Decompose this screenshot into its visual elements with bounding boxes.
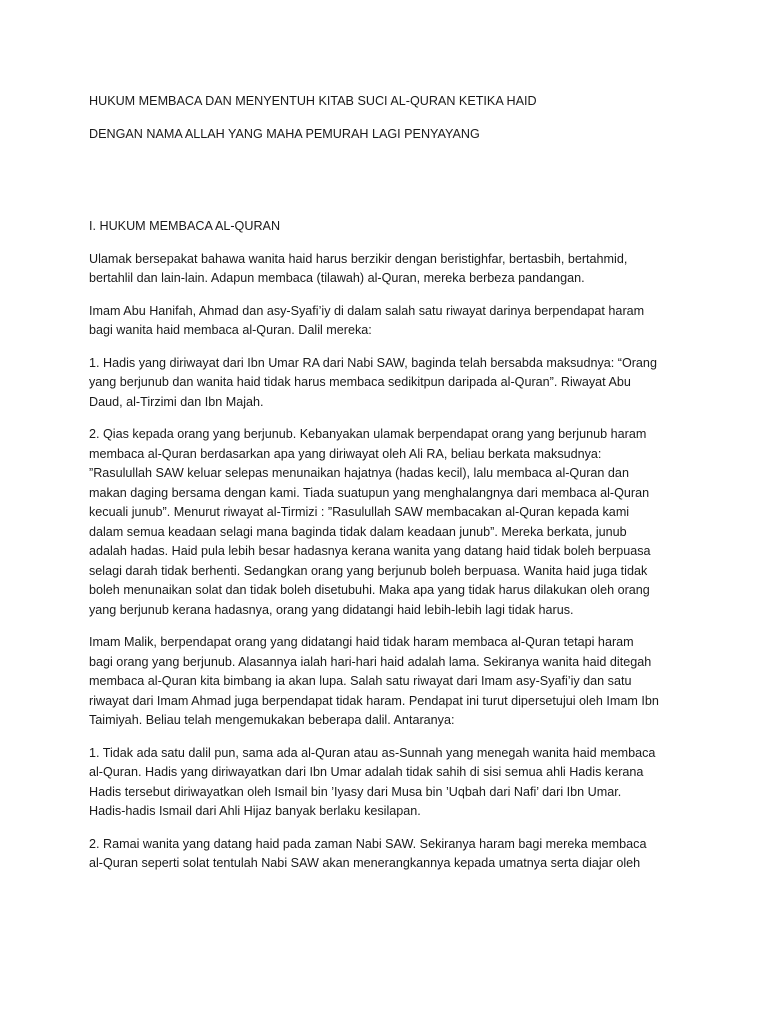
section-heading: I. HUKUM MEMBACA AL-QURAN [89,219,281,233]
document-subtitle: DENGAN NAMA ALLAH YANG MAHA PEMURAH LAGI PENYAYANG [89,126,480,141]
paragraph: 1. Tidak ada satu dalil pun, sama ada al-Quran atau as-Sunnah yang menegah wanita haid membaca al-Quran. Hadis yang diriwayatkan dari Ibn Umar adalah tidak sahih di sisi semua ahli Hadis kerana Hadis tersebut diriwayatkan oleh Ismail bin ’Iyasy dari Musa bin ’Uqbah dari Nafi’ dari Ibn Umar. Hadis-hadis Ismail dari Ahli Hijaz banyak berlaku kesilapan. [89,745,656,818]
paragraph: 2. Ramai wanita yang datang haid pada zaman Nabi SAW. Sekiranya haram bagi mereka membaca al-Quran seperti solat tentulah Nabi SAW akan menerangkannya kepada umatnya serta diajar oleh [89,836,647,870]
paragraph: Imam Malik, berpendapat orang yang didatangi haid tidak haram membaca al-Quran tetapi haram bagi orang yang berjunub. Alasannya ialah hari-hari haid adalah lama. Sekiranya wanita haid ditegah membaca al-Quran kita bimbang ia akan lupa. Salah satu riwayat dari Imam asy-Syafi’iy dan satu riwayat dari Imam Ahmad juga berpendapat tidak haram. Pendapat ini turut dipersetujui oleh Imam Ibn Taimiyah. Beliau telah mengemukakan beberapa dalil. Antaranya: [89,635,659,727]
paragraph: 1. Hadis yang diriwayat dari Ibn Umar RA dari Nabi SAW, baginda telah bersabda maksudnya: “Orang yang berjunub dan wanita haid tidak harus membaca sedikitpun daripada al-Quran”. Riwayat Abu Daud, al-Tirzimi dan Ibn Majah. [89,355,657,409]
paragraph: 2. Qias kepada orang yang berjunub. Kebanyakan ulamak berpendapat orang yang berjunub haram membaca al-Quran berdasarkan apa yang diriwayat oleh Ali RA, beliau berkata maksudnya: ”Rasulullah SAW keluar selepas menunaikan hajatnya (hadas kecil), lalu membaca al-Quran dan makan daging bersama dengan kami. Tiada suatupun yang menghalangnya dari membaca al-Quran kecuali junub”. Menurut riwayat al-Tirmizi : ”Rasulullah SAW membacakan al-Quran kepada kami dalam semua keadaan selagi mana baginda tidak dalam keadaan junub”. Mereka berkata, junub adalah hadas. Haid pula lebih besar hadasnya kerana wanita yang datang haid tidak boleh berpuasa selagi darah tidak berhenti. Sedangkan orang yang berjunub boleh berpuasa. Wanita haid juga tidak boleh menunaikan solat dan tidak boleh disetubuhi. Maka apa yang tidak harus dilakukan oleh orang yang berjunub kerana hadasnya, orang yang didatangi haid lebih-lebih lagi tidak harus. [89,427,651,617]
paragraph: Ulamak bersepakat bahawa wanita haid harus berzikir dengan beristighfar, bertasbih, bertahmid, bertahlil dan lain-lain. Adapun membaca (tilawah) al-Quran, mereka berbeza pandangan. [89,251,628,285]
paragraph: Imam Abu Hanifah, Ahmad dan asy-Syafi’iy di dalam salah satu riwayat darinya berpendapat haram bagi wanita haid membaca al-Quran. Dalil mereka: [89,303,645,337]
document-body [89,92,659,874]
document-title: HUKUM MEMBACA DAN MENYENTUH KITAB SUCI AL-QURAN KETIKA HAID [89,94,537,108]
